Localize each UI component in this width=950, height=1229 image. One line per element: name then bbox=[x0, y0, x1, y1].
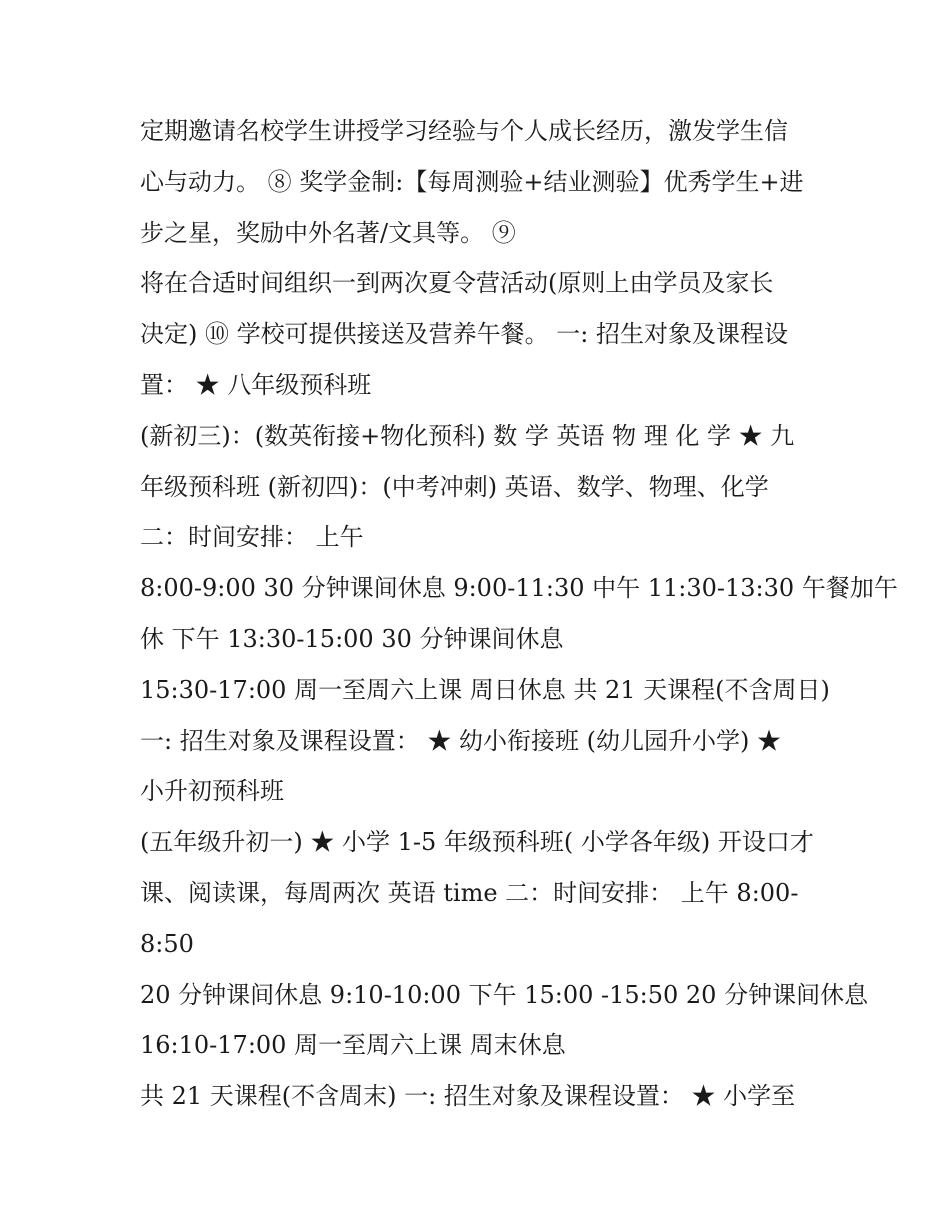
text-line: 休 下午 13:30-15:00 30 分钟课间休息 bbox=[140, 624, 564, 653]
text-line: 课、阅读课，每周两次 英语 time 二：时间安排： 上午 8:00- bbox=[140, 878, 799, 907]
text-line: 15:30-17:00 周一至周六上课 周日休息 共 21 天课程(不含周日) bbox=[140, 675, 830, 704]
text-line: 步之星，奖励中外名著/文具等。 ⑨ bbox=[140, 218, 516, 247]
text-line: 心与动力。 ⑧ 奖学金制:【每周测验+结业测验】优秀学生+进 bbox=[140, 167, 804, 196]
text-line: 二：时间安排： 上午 bbox=[140, 523, 364, 552]
text-line: 20 分钟课间休息 9:10-10:00 下午 15:00 -15:50 20 分钟课间休息 bbox=[140, 980, 869, 1009]
text-line: 决定) ⑩ 学校可提供接送及营养午餐。 一: 招生对象及课程设 bbox=[140, 320, 788, 349]
text-line: 共 21 天课程(不含周末) 一: 招生对象及课程设置： ★ 小学至 bbox=[140, 1082, 796, 1111]
text-line: 年级预科班 (新初四)：(中考冲刺) 英语、数学、物理、化学 bbox=[140, 472, 769, 501]
text-line: 定期邀请名校学生讲授学习经验与个人成长经历，激发学生信 bbox=[140, 117, 788, 145]
text-line: 置： ★ 八年级预科班 bbox=[140, 370, 372, 399]
body-text bbox=[140, 106, 898, 1122]
text-line: 16:10-17:00 周一至周六上课 周末休息 bbox=[140, 1031, 566, 1060]
text-line: 8:00-9:00 30 分钟课间休息 9:00-11:30 中午 11:30-13:30 午餐加午 bbox=[140, 574, 898, 603]
text-line: 8:50 bbox=[140, 929, 194, 958]
text-line: 一: 招生对象及课程设置： ★ 幼小衔接班 (幼儿园升小学) ★ bbox=[140, 726, 781, 755]
text-line: 将在合适时间组织一到两次夏令营活动(原则上由学员及家长 bbox=[140, 269, 774, 298]
text-line: (五年级升初一) ★ 小学 1-5 年级预科班( 小学各年级) 开设口才 bbox=[140, 828, 814, 857]
text-line: 小升初预科班 bbox=[140, 777, 284, 806]
text-line: (新初三)：(数英衔接+物化预科) 数 学 英语 物 理 化 学 ★ 九 bbox=[140, 421, 795, 450]
